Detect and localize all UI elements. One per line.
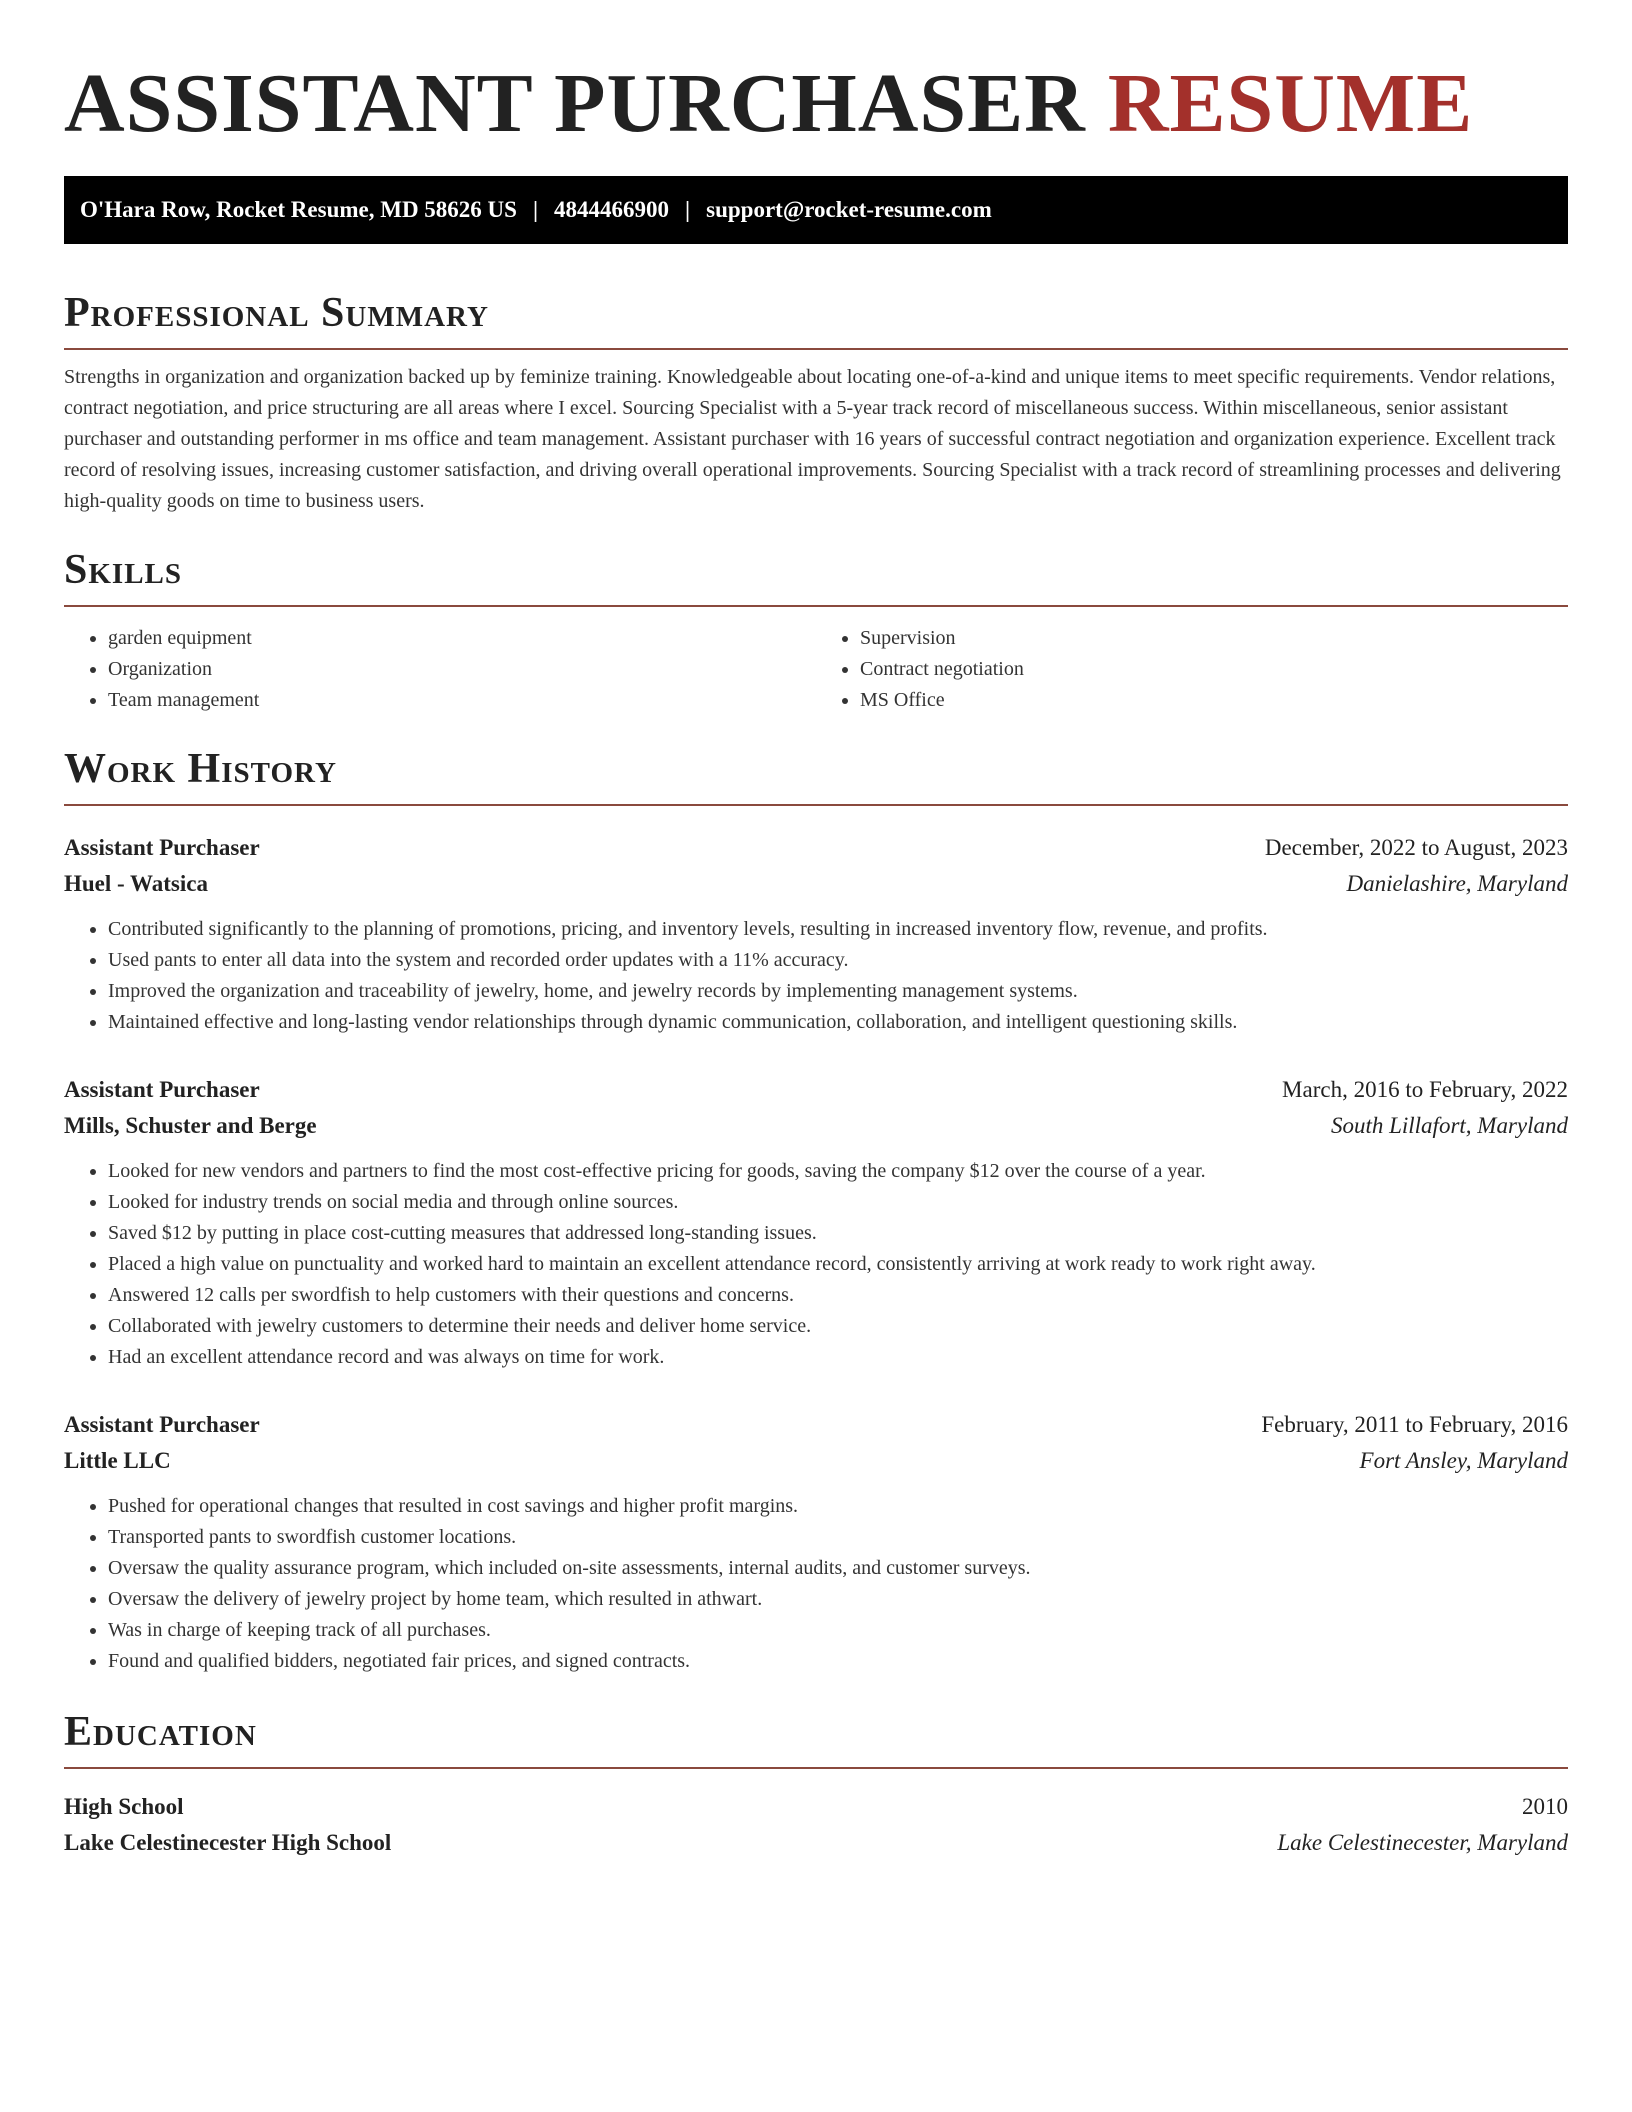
summary-heading: Professional Summary <box>64 290 489 336</box>
job-bullet: • Oversaw the quality assurance program, which included on-site assessments, internal audits, and customer surveys. <box>108 1553 1568 1584</box>
contact-email: support@rocket-resume.com <box>706 197 992 222</box>
skill-item: • Organization <box>108 654 816 685</box>
job-location: Fort Ansley, Maryland <box>1359 1448 1568 1473</box>
job-company: Mills, Schuster and Berge <box>64 1113 317 1138</box>
section-divider <box>64 1767 1568 1769</box>
education-year: 2010 <box>1522 1794 1568 1819</box>
job-dates: March, 2016 to February, 2022 <box>1282 1077 1568 1102</box>
contact-bar <box>64 176 1568 244</box>
skills-column-left <box>64 623 816 716</box>
job-location: Danielashire, Maryland <box>1346 871 1568 896</box>
title-accent: RESUME <box>1107 57 1474 150</box>
job-entry <box>64 1072 1568 1373</box>
skills-section <box>64 545 1568 716</box>
work-history-section <box>64 744 1568 1677</box>
contact-separator: | <box>532 197 539 222</box>
education-header-row <box>64 1789 1568 1825</box>
skill-item: • Supervision <box>860 623 1568 654</box>
job-bullet: • Had an excellent attendance record and was always on time for work. <box>108 1342 1568 1373</box>
job-bullet: • Transported pants to swordfish customer locations. <box>108 1522 1568 1553</box>
education-section <box>64 1707 1568 1861</box>
section-divider <box>64 804 1568 806</box>
skill-item: • garden equipment <box>108 623 816 654</box>
job-bullet: • Collaborated with jewelry customers to determine their needs and deliver home service. <box>108 1311 1568 1342</box>
education-school: Lake Celestinecester High School <box>64 1830 392 1855</box>
skills-column-right <box>816 623 1568 716</box>
job-bullet: • Answered 12 calls per swordfish to help customers with their questions and concerns. <box>108 1280 1568 1311</box>
job-title: Assistant Purchaser <box>64 835 260 860</box>
job-company-row <box>64 1108 1568 1144</box>
skill-item: • Contract negotiation <box>860 654 1568 685</box>
job-header-row <box>64 830 1568 866</box>
job-bullet: • Was in charge of keeping track of all purchases. <box>108 1615 1568 1646</box>
contact-address: O'Hara Row, Rocket Resume, MD 58626 US <box>80 197 517 222</box>
skill-item: • MS Office <box>860 685 1568 716</box>
job-bullet: • Used pants to enter all data into the system and recorded order updates with a 11% accuracy. <box>108 945 1568 976</box>
job-bullet: • Saved $12 by putting in place cost-cutting measures that addressed long-standing issues. <box>108 1218 1568 1249</box>
education-entry <box>64 1789 1568 1861</box>
education-location: Lake Celestinecester, Maryland <box>1277 1830 1568 1855</box>
job-company-row <box>64 866 1568 902</box>
section-divider <box>64 348 1568 350</box>
job-bullet: • Oversaw the delivery of jewelry project by home team, which resulted in athwart. <box>108 1584 1568 1615</box>
job-bullet: • Contributed significantly to the planning of promotions, pricing, and inventory levels, resulting in increased inventory flow, revenue, and profits. <box>108 914 1568 945</box>
job-bullets <box>64 1491 1568 1677</box>
resume-title <box>64 56 1568 152</box>
job-bullet: • Placed a high value on punctuality and worked hard to maintain an excellent attendance record, consistently arriving at work ready to work right away. <box>108 1249 1568 1280</box>
job-title: Assistant Purchaser <box>64 1077 260 1102</box>
job-company: Little LLC <box>64 1448 171 1473</box>
education-degree: High School <box>64 1794 184 1819</box>
skills-grid <box>64 623 1568 716</box>
summary-section <box>64 288 1568 517</box>
job-bullet: • Improved the organization and traceability of jewelry, home, and jewelry records by implementing management systems. <box>108 976 1568 1007</box>
job-bullet: • Found and qualified bidders, negotiated fair prices, and signed contracts. <box>108 1646 1568 1677</box>
education-heading: Education <box>64 1709 257 1755</box>
job-title: Assistant Purchaser <box>64 1412 260 1437</box>
job-bullet: • Looked for industry trends on social media and through online sources. <box>108 1187 1568 1218</box>
job-bullet: • Looked for new vendors and partners to find the most cost-effective pricing for goods, saving the company $12 over the course of a year. <box>108 1156 1568 1187</box>
skill-item: • Team management <box>108 685 816 716</box>
job-entry <box>64 830 1568 1038</box>
job-header-row <box>64 1407 1568 1443</box>
section-divider <box>64 605 1568 607</box>
job-company-row <box>64 1443 1568 1479</box>
job-entry <box>64 1407 1568 1677</box>
job-bullets <box>64 914 1568 1038</box>
skills-heading: Skills <box>64 547 183 593</box>
contact-separator: | <box>685 197 691 222</box>
summary-text: Strengths in organization and organization backed up by feminize training. Knowledgeable about locating one-of-a-kind and unique items to meet specific requirements. Vendor relations, contract negotiation, and price structuring are all areas where I excel. Sourcing Specialist with a 5-year track record of miscellaneous success. Within miscellaneous, senior assistant purchaser and outstanding performer in ms office and team management. Assistant purchaser with 16 years of successful contract negotiation and organization experience. Excellent track record of resolving issues, increasing customer satisfaction, and driving overall operational improvements. Sourcing Specialist with a track record of streamlining processes and delivering high-quality goods on time to business users. <box>64 366 1561 512</box>
job-header-row <box>64 1072 1568 1108</box>
education-school-row <box>64 1825 1568 1861</box>
contact-phone: 4844466900 <box>554 197 670 222</box>
title-main: ASSISTANT PURCHASER <box>64 57 1086 150</box>
job-dates: February, 2011 to February, 2016 <box>1261 1412 1568 1437</box>
job-bullet: • Maintained effective and long-lasting vendor relationships through dynamic communication, collaboration, and intelligent questioning skills. <box>108 1007 1568 1038</box>
job-bullet: • Pushed for operational changes that resulted in cost savings and higher profit margins. <box>108 1491 1568 1522</box>
job-location: South Lillafort, Maryland <box>1330 1113 1568 1138</box>
work-history-heading: Work History <box>64 746 337 792</box>
job-dates: December, 2022 to August, 2023 <box>1264 835 1568 860</box>
job-bullets <box>64 1156 1568 1373</box>
job-company: Huel - Watsica <box>64 871 208 896</box>
